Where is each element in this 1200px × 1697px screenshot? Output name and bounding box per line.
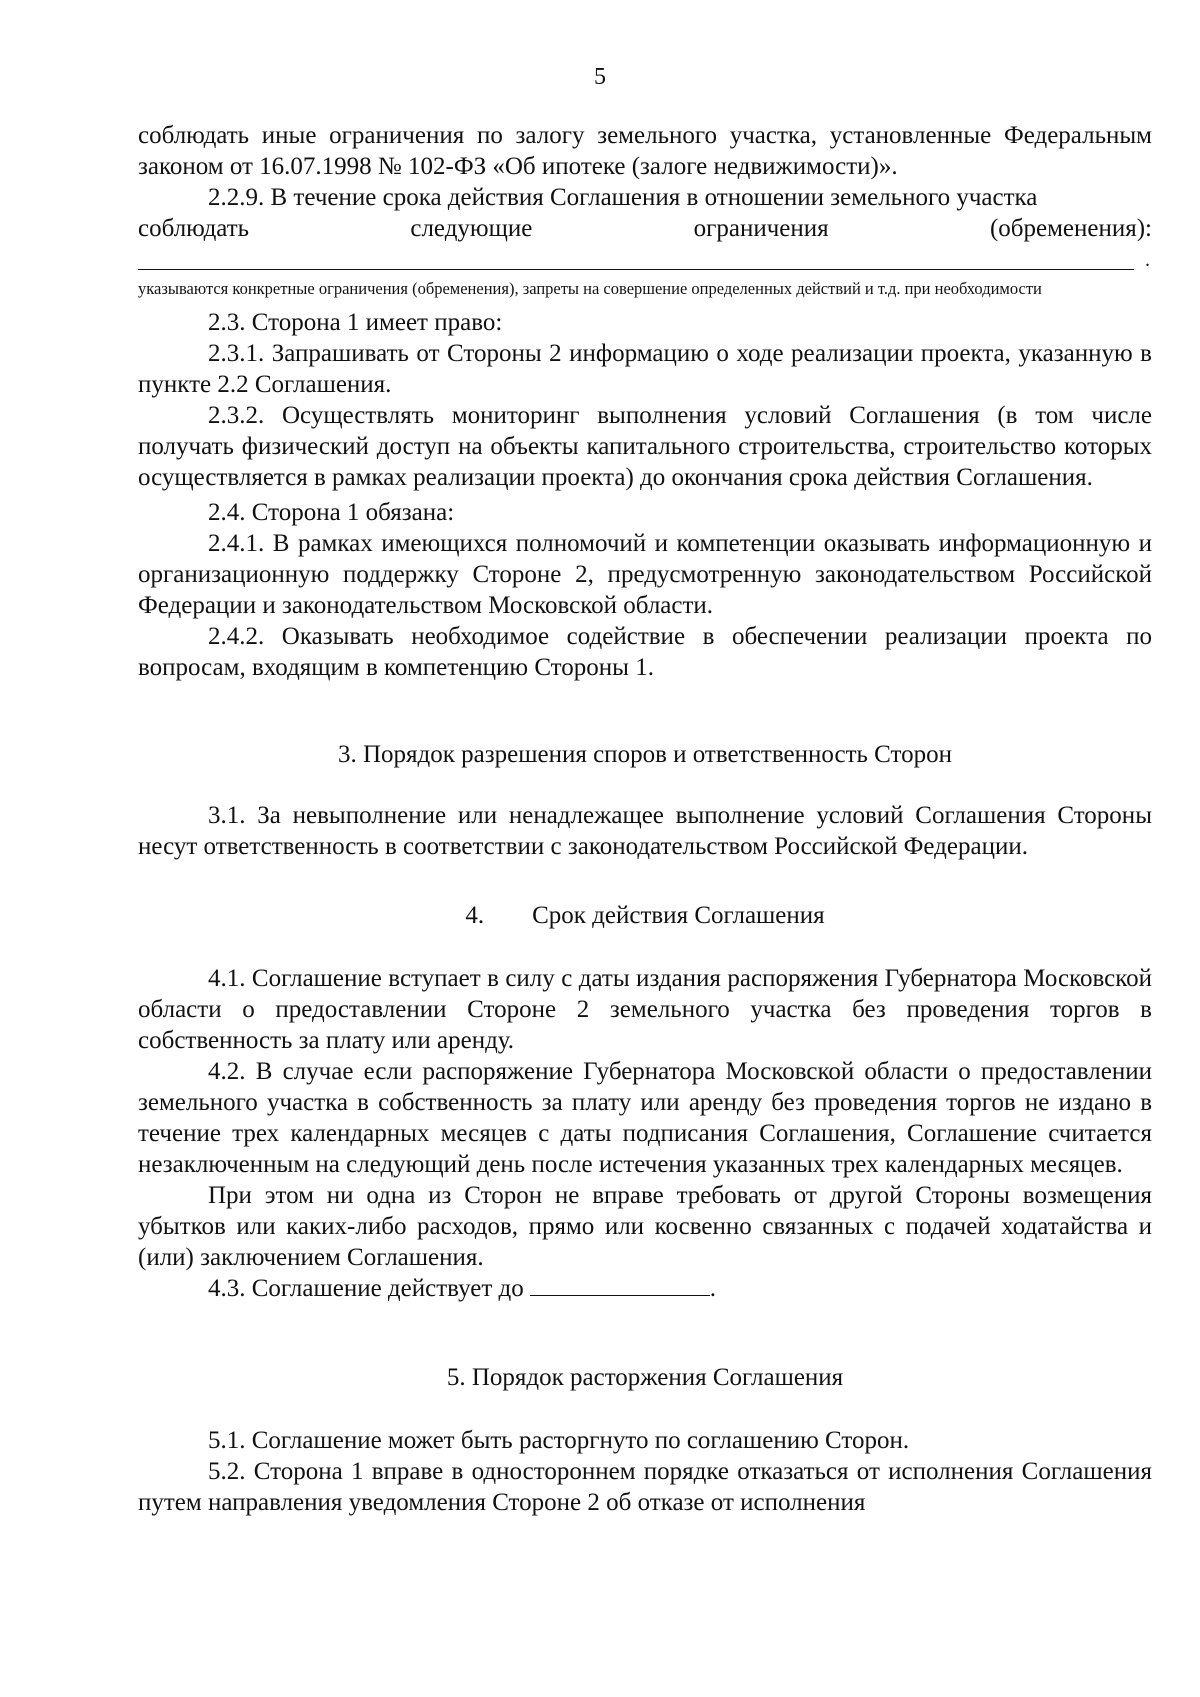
fill-in-line: [138, 252, 1134, 270]
clause-4-1: 4.1. Соглашение вступает в силу с даты издания распоряжения Губернатора Московской области о предоставлении Стороне 2 земельного участка без проведения торгов в собственность за плату или аренду.: [138, 965, 1152, 1054]
clause-4-2-continued: При этом ни одна из Сторон не вправе требовать от другой Стороны возмещения убытков или каких-либо расходов, прямо или косвенно связанных с подачей ходатайства и (или) заключением Соглашения.: [138, 1182, 1152, 1271]
fill-in-period: .: [1145, 249, 1150, 271]
clause-5-1: 5.1. Соглашение может быть расторгнуто по соглашению Сторон.: [208, 1427, 910, 1454]
clause-2-2-9: 2.2.9. В течение срока действия Соглашения в отношении земельного участка: [208, 184, 1038, 211]
clause-2-3-2: 2.3.2. Осуществлять мониторинг выполнения условий Соглашения (в том числе получать физический доступ на объекты капитального строительства, строительство которых осуществляется в рамках реализации проекта) до окончания срока действия Соглашения.: [138, 402, 1152, 491]
clause-5-2: 5.2. Сторона 1 вправе в одностороннем порядке отказаться от исполнения Соглашения путем направления уведомления Стороне 2 об отказе от исполнения: [138, 1458, 1152, 1516]
restrictions-fill-in: [138, 249, 1152, 271]
section-4-title: Срок действия Соглашения: [532, 902, 825, 929]
section-4-number: 4.: [465, 902, 485, 929]
clause-2-2-9-word: ограничения: [693, 215, 829, 242]
document-body: [138, 120, 1152, 1518]
clause-2-4: 2.4. Сторона 1 обязана:: [208, 499, 455, 526]
clause-2-2-9-continued: [138, 213, 1152, 244]
clause-4-3-period: .: [709, 1275, 717, 1302]
clause-4-3: [138, 1273, 1152, 1304]
section-5-heading: 5. Порядок расторжения Соглашения: [446, 1364, 844, 1391]
clause-2-2-9-word: следующие: [410, 215, 533, 242]
clause-2-4-2: 2.4.2. Оказывать необходимое содействие в обеспечении реализации проекта по вопросам, входящим в компетенцию Стороны 1.: [138, 623, 1152, 681]
clause-4-3-text: 4.3. Соглашение действует до: [208, 1275, 524, 1302]
clause-2-4-1: 2.4.1. В рамках имеющихся полномочий и компетенции оказывать информационную и организационную поддержку Стороне 2, предусмотренную законодательством Российской Федерации и законодательством Московской области.: [138, 530, 1152, 619]
footnote-restrictions: указываются конкретные ограничения (обременения), запреты на совершение определенных действий и т.д. при необходимости: [138, 279, 1042, 298]
clause-2-2-9-word: (обременения):: [989, 215, 1152, 242]
clause-3-1: 3.1. За невыполнение или ненадлежащее выполнение условий Соглашения Стороны несут ответственность в соответствии с законодательством Российской Федерации.: [138, 802, 1152, 860]
clause-2-2-9-word: соблюдать: [138, 215, 250, 242]
term-blank-line: [530, 1273, 710, 1296]
clause-2-3: 2.3. Сторона 1 имеет право:: [208, 309, 503, 336]
section-4-heading: [138, 900, 1152, 931]
section-3-heading: 3. Порядок разрешения споров и ответственность Сторон: [338, 741, 952, 768]
page-number: 5: [594, 64, 606, 90]
clause-4-2: 4.2. В случае если распоряжение Губернатора Московской области о предоставлении земельного участка в собственность за плату или аренду без проведения торгов не издано в течение трех календарных месяцев с даты подписания Соглашения, Соглашение считается незаключенным на следующий день после истечения указанных трех календарных месяцев.: [138, 1058, 1152, 1178]
clause-2-3-1: 2.3.1. Запрашивать от Стороны 2 информацию о ходе реализации проекта, указанную в пункте 2.2 Соглашения.: [138, 340, 1152, 398]
paragraph-mortgage-restrictions: соблюдать иные ограничения по залогу земельного участка, установленные Федеральным законом от 16.07.1998 № 102-ФЗ «Об ипотеке (залоге недвижимости)».: [138, 122, 1152, 180]
